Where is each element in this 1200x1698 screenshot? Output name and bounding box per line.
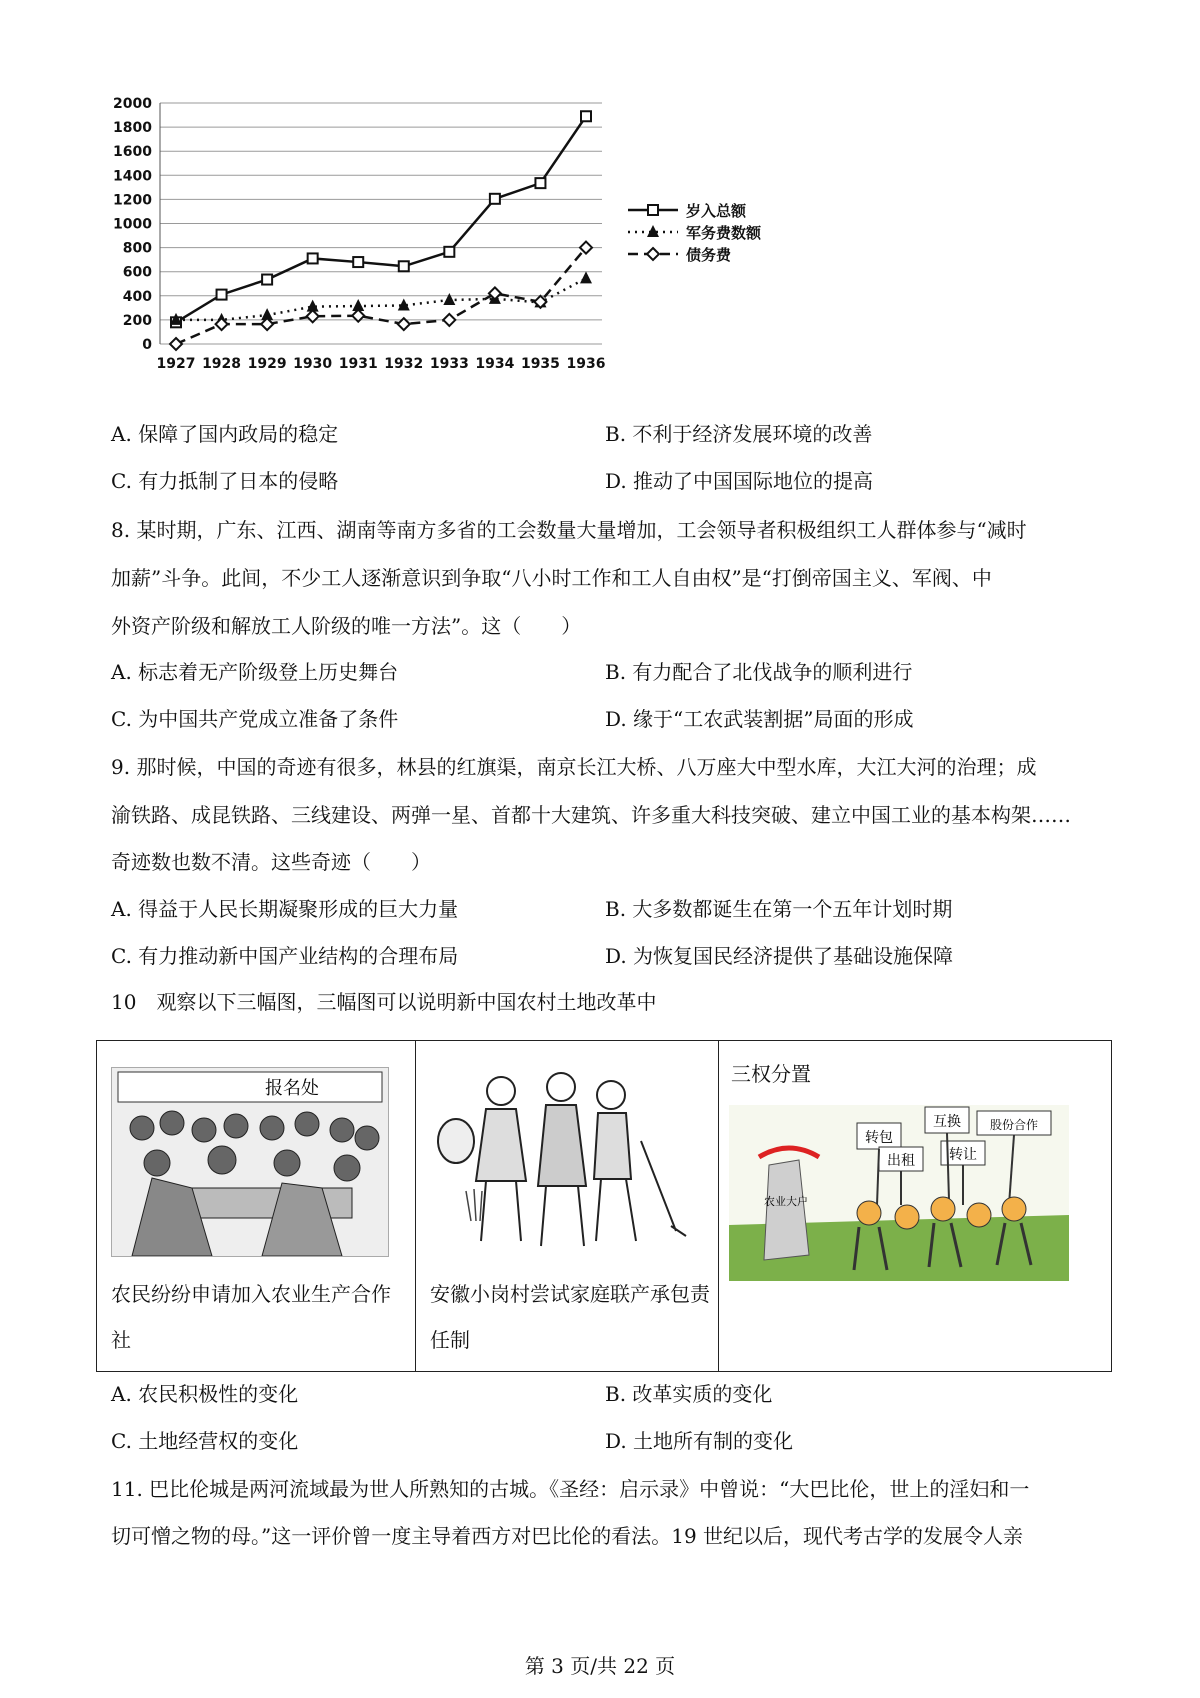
sign-zhuanbao: 转包: [865, 1130, 893, 1146]
y-tick-label: 800: [122, 240, 152, 257]
y-tick-label: 1800: [113, 120, 152, 137]
x-tick-label: 1933: [429, 356, 469, 372]
q10-image-table: [96, 1040, 1112, 1372]
data-point: [399, 261, 409, 271]
q9-option-a[interactable]: A. 得益于人民长期凝聚形成的巨大力量: [111, 897, 459, 921]
q10-caption-1: 农民纷纷申请加入农业生产合作社: [111, 1282, 391, 1352]
legend-label: 岁入总额: [686, 202, 747, 220]
q7-option-b[interactable]: B. 不利于经济发展环境的改善: [605, 422, 873, 446]
data-point: [170, 338, 182, 350]
data-point: [308, 253, 318, 263]
y-tick-label: 1200: [113, 192, 152, 209]
x-tick-label: 1930: [293, 356, 333, 372]
q7-option-d[interactable]: D. 推动了中国国际地位的提高: [605, 469, 874, 493]
q11-stem-line2: 切可憎之物的母。”这一评价曾一度主导着西方对巴比伦的看法。19 世纪以后，现代考古学的发展令人亲: [111, 1524, 1024, 1548]
x-tick-label: 1934: [475, 356, 515, 372]
data-point: [580, 271, 592, 283]
legend-marker: [648, 205, 658, 215]
y-tick-label: 0: [142, 337, 152, 353]
revenue-chart: [100, 88, 800, 408]
data-point: [262, 275, 272, 285]
q10-stem: 10 观察以下三幅图，三幅图可以说明新中国农村土地改革中: [111, 990, 657, 1014]
q9-stem-line2: 渝铁路、成昆铁路、三线建设、两弹一星、首都十大建筑、许多重大科技突破、建立中国工业的基本构架……: [111, 803, 1071, 827]
legend-label: 债务费: [686, 246, 732, 264]
q9-stem-line3: 奇迹数也数不清。这些奇迹（ ）: [111, 850, 431, 874]
x-tick-label: 1927: [156, 356, 196, 372]
q8-option-d[interactable]: D. 缘于“工农武装割据”局面的形成: [605, 707, 914, 731]
data-point: [489, 287, 501, 299]
q10-caption-2: 安徽小岗村尝试家庭联产承包责任制: [430, 1282, 710, 1352]
q10-cell-3: [719, 1041, 1112, 1372]
q10-option-a[interactable]: A. 农民积极性的变化: [111, 1382, 299, 1406]
q10-cell-1: [97, 1041, 416, 1372]
x-tick-label: 1932: [384, 356, 424, 372]
data-point: [444, 247, 454, 257]
sign-gufen: 股份合作: [989, 1118, 1039, 1132]
series-line: [176, 116, 586, 322]
stone-text: 农业大户: [764, 1195, 808, 1208]
q7-option-a[interactable]: A. 保障了国内政局的稳定: [111, 422, 339, 446]
x-tick-label: 1929: [247, 356, 287, 372]
x-tick-label: 1936: [566, 356, 606, 372]
x-tick-label: 1931: [338, 356, 378, 372]
x-tick-label: 1935: [520, 356, 560, 372]
data-point: [443, 314, 455, 326]
data-point: [353, 257, 363, 267]
data-point: [443, 293, 455, 305]
sign-zhuanrang: 转让: [949, 1147, 977, 1163]
q11-stem-line1: 11. 巴比伦城是两河流域最为世人所熟知的古城。《圣经：启示录》中曾说：“大巴比伦，世上的淫妇和一: [111, 1477, 1030, 1501]
q7-option-c[interactable]: C. 有力抵制了日本的侵略: [111, 469, 339, 493]
q8-option-b[interactable]: B. 有力配合了北伐战争的顺利进行: [605, 660, 913, 684]
q8-option-a[interactable]: A. 标志着无产阶级登上历史舞台: [111, 660, 399, 684]
x-tick-label: 1928: [202, 356, 242, 372]
data-point: [490, 194, 500, 204]
y-tick-label: 200: [122, 312, 152, 329]
q10-option-b[interactable]: B. 改革实质的变化: [605, 1382, 773, 1406]
legend-marker: [647, 248, 659, 260]
y-tick-label: 1600: [113, 144, 152, 161]
poster-text: 报名处: [265, 1078, 319, 1099]
xiaogang-illustration: [426, 1061, 704, 1259]
data-point: [217, 290, 227, 300]
legend-label: 军务费数额: [686, 224, 762, 242]
sign-chuzu: 出租: [887, 1153, 915, 1169]
q8-stem-line1: 8. 某时期，广东、江西、湖南等南方多省的工会数量大量增加，工会领导者积极组织工人群体参与“减时: [111, 518, 1027, 542]
y-tick-label: 1000: [113, 216, 152, 233]
q9-option-d[interactable]: D. 为恢复国民经济提供了基础设施保障: [605, 944, 954, 968]
cooperative-illustration: [111, 1067, 389, 1257]
y-tick-label: 400: [122, 288, 152, 305]
q10-option-c[interactable]: C. 土地经营权的变化: [111, 1429, 299, 1453]
q8-stem-line3: 外资产阶级和解放工人阶级的唯一方法”。这（ ）: [111, 614, 582, 638]
data-point: [581, 111, 591, 121]
q9-option-b[interactable]: B. 大多数都诞生在第一个五年计划时期: [605, 897, 953, 921]
y-tick-label: 600: [122, 264, 152, 281]
q9-option-c[interactable]: C. 有力推动新中国产业结构的合理布局: [111, 944, 459, 968]
y-tick-label: 2000: [113, 96, 152, 112]
y-tick-label: 1400: [113, 168, 152, 185]
q10-cell3-title: 三权分置: [731, 1062, 811, 1086]
data-point: [535, 178, 545, 188]
sign-huhuan: 互换: [933, 1114, 961, 1130]
page-footer: 第 3 页/共 22 页: [524, 1654, 676, 1678]
q9-stem-line1: 9. 那时候，中国的奇迹有很多，林县的红旗渠，南京长江大桥、八万座大中型水库，大江大河的治理；成: [111, 755, 1037, 779]
q8-stem-line2: 加薪”斗争。此间，不少工人逐渐意识到争取“八小时工作和工人自由权”是“打倒帝国主义、军阀、中: [111, 566, 992, 590]
data-point: [580, 242, 592, 254]
q10-cell-2: [416, 1041, 719, 1372]
data-point: [307, 310, 319, 322]
q10-option-d[interactable]: D. 土地所有制的变化: [605, 1429, 794, 1453]
q8-option-c[interactable]: C. 为中国共产党成立准备了条件: [111, 707, 399, 731]
three-rights-illustration: [729, 1105, 1069, 1281]
